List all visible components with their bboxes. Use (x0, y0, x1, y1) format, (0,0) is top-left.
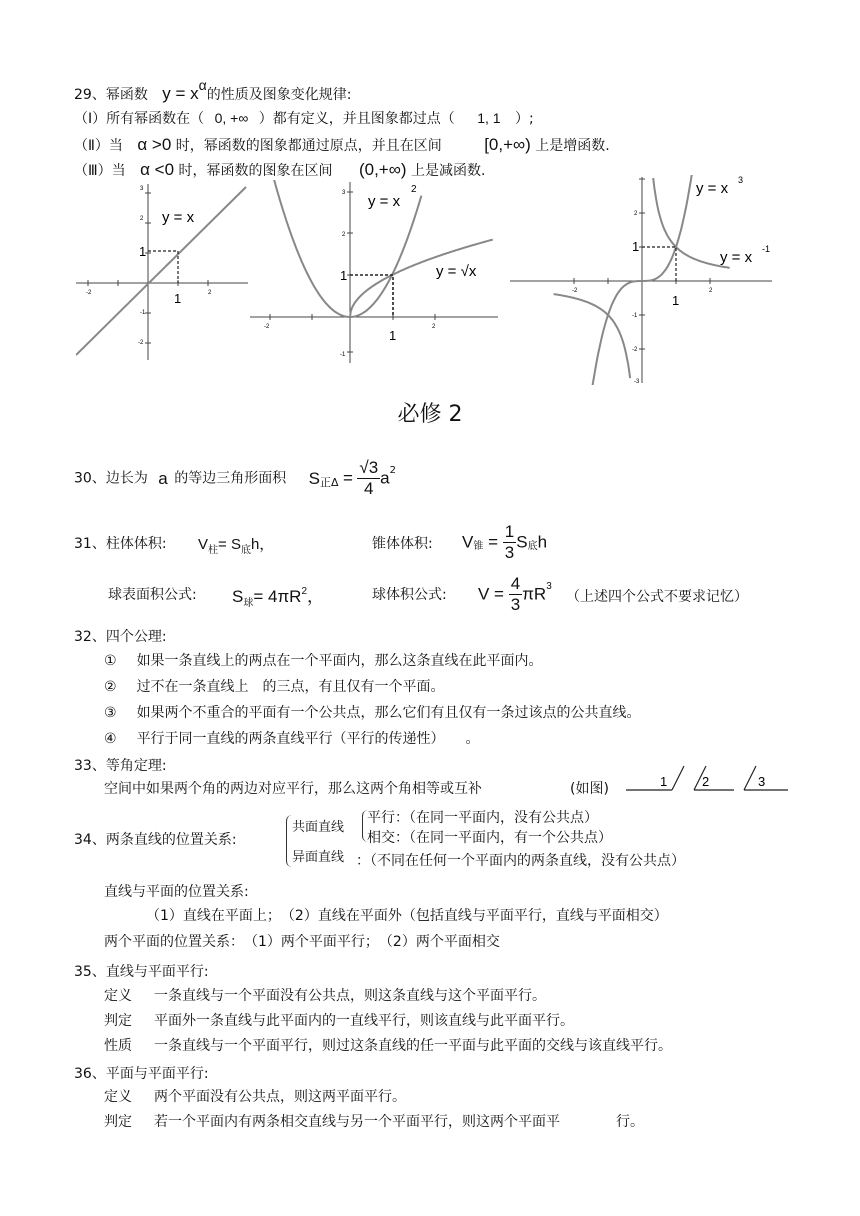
item-35-criterion: 判定 平面外一条直线与此平面内的一直线平行，则该直线与此平面平行。 (104, 1013, 574, 1029)
plane-plane: 两个平面的位置关系： （1）两个平面平行； （2）两个平面相交 (104, 934, 500, 950)
svg-text:2: 2 (208, 290, 212, 296)
formula-sphere-area: $S_球= 4\pi R^2$， (232, 586, 325, 609)
svg-text:-2: -2 (86, 290, 92, 296)
svg-text:-2: -2 (138, 340, 144, 346)
axiom-1: ① 如果一条直线上的两点在一个平面内，那么这条直线在此平面内。 (104, 653, 543, 669)
cone-label: 锥体体积: (372, 536, 433, 552)
svg-text:2: 2 (634, 211, 638, 217)
item-35-property: 性质 一条直线与一个平面平行，则过这条直线的任一平面与此平面的交线与该直线平行。 (104, 1038, 672, 1054)
svg-text:2: 2 (140, 216, 144, 222)
label-y-x: y = x (162, 209, 195, 226)
axiom-3: ③ 如果两个不重合的平面有一个公共点，那么它们有且仅有一条过该点的公共直线。 (104, 705, 641, 721)
item-36-head: 36、平面与平面平行: (74, 1066, 209, 1082)
item-29-p1: （Ⅰ）所有幂函数在（ 0, +∞ ）都有定义，并且图象都过点（ 1, 1 ）; (74, 110, 534, 127)
item-34-head: 34、两条直线的位置关系: (74, 832, 237, 848)
formula-prism-volume: $V_柱= S_底h$， (198, 536, 275, 556)
equal-angles-figure (624, 762, 792, 794)
item-29-p3: （Ⅲ）当 α <0 时，幂函数的图象在区间 (0,+∞) 上是减函数. (74, 160, 486, 179)
intersect-desc: 相交：（在同一平面内，有一个公共点） (367, 830, 612, 846)
line-plane-items: （1）直线在平面上； （2）直线在平面外（包括直线与平面平行，直线与平面相交） (146, 908, 668, 924)
svg-text:-1: -1 (340, 352, 346, 358)
svg-text:1: 1 (660, 774, 668, 789)
graph-square-and-root (250, 180, 500, 365)
skew-desc: ：（不同在任何一个平面内的两条直线，没有公共点） (356, 853, 685, 869)
sphere-vol-label: 球体积公式: (372, 587, 447, 603)
label-x-cubed: y = x (696, 180, 729, 197)
graph-y-equals-x (76, 182, 248, 362)
svg-text:-1: -1 (140, 310, 146, 316)
svg-text:1: 1 (672, 293, 680, 308)
svg-text:1: 1 (139, 244, 147, 259)
coplanar-label: 共面直线 (292, 820, 345, 835)
item-36-criterion: 判定 若一个平面内有两条相交直线与另一个平面平行，则这两个平面平 行。 (104, 1114, 644, 1130)
line-y-x (76, 187, 246, 355)
item-31-head: 31、柱体体积: (74, 536, 167, 552)
svg-text:3: 3 (758, 774, 766, 789)
svg-text:1: 1 (389, 328, 397, 343)
item-30: 30、边长为 a 的等边三角形面积 $S_{正\Delta}$ = $\frac{√3}{4}$ $a^2$ (74, 458, 397, 499)
label-x-reciprocal: y = x (720, 249, 753, 266)
formula-note: （上述四个公式不要求记忆） (566, 589, 748, 605)
label-x-squared: y = x (368, 193, 401, 210)
svg-text:1: 1 (632, 239, 640, 254)
svg-text:2: 2 (709, 288, 713, 294)
item-29-p2: （Ⅱ）当 α >0 时，幂函数的图象都通过原点，并且在区间 [0,+∞) 上是增函数. (74, 135, 610, 154)
svg-text:3: 3 (342, 190, 346, 196)
item-32-head: 32、四个公理: (74, 629, 167, 645)
svg-text:1: 1 (174, 291, 182, 306)
sphere-area-label: 球表面积公式: (108, 587, 197, 603)
formula-cone-volume: $V_锥$ = $\frac{1}{3}$ $S_底h$ (462, 522, 548, 563)
item-29-heading: 29、幂函数 y = xα的性质及图象变化规律: (74, 77, 352, 103)
svg-text:2: 2 (702, 774, 710, 789)
svg-text:2: 2 (411, 184, 417, 195)
axiom-4: ④ 平行于同一直线的两条直线平行（平行的传递性） 。 (104, 731, 480, 747)
section-title: 必修 2 (397, 402, 463, 427)
item-35-def: 定义 一条直线与一个平面没有公共点，则这条直线与这个平面平行。 (104, 988, 546, 1004)
svg-text:2: 2 (432, 324, 436, 330)
item-36-def: 定义 两个平面没有公共点，则这两平面平行。 (104, 1089, 406, 1105)
svg-text:-2: -2 (264, 324, 270, 330)
svg-text:-3: -3 (634, 379, 640, 385)
axiom-2: ② 过不在一条直线上 的三点，有且仅有一个平面。 (104, 679, 445, 695)
line-plane-head: 直线与平面的位置关系: (104, 884, 249, 900)
label-sqrt-x: y = √x (436, 263, 477, 280)
graph-cube-and-reciprocal (510, 175, 780, 385)
figure-ref: (如图) (570, 781, 609, 797)
item-35-head: 35、直线与平面平行: (74, 964, 209, 980)
parallel-desc: 平行：（在同一平面内，没有公共点） (367, 810, 598, 826)
item-33-text: 空间中如果两个角的两边对应平行，那么这两个角相等或互补 (104, 781, 482, 797)
item-33-head: 33、等角定理: (74, 758, 167, 774)
svg-text:-1: -1 (632, 313, 638, 319)
svg-text:2: 2 (342, 232, 346, 238)
formula-sphere-volume: V = $\frac{4}{3}$ $\pi R^3$ (478, 574, 552, 615)
svg-text:-2: -2 (572, 288, 578, 294)
svg-text:3: 3 (140, 186, 144, 192)
svg-text:-2: -2 (632, 347, 638, 353)
svg-text:1: 1 (340, 268, 348, 283)
skew-label: 异面直线 (292, 850, 345, 865)
svg-text:-1: -1 (762, 244, 771, 254)
svg-text:3: 3 (738, 175, 744, 185)
curve-reciprocal-left (554, 294, 631, 378)
